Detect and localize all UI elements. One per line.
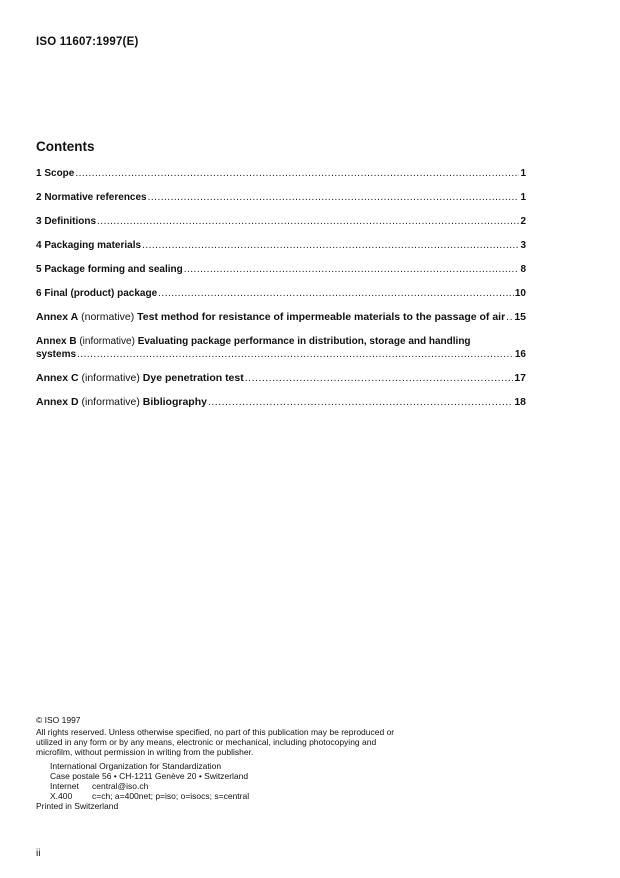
- org-name: International Organization for Standardization: [50, 761, 222, 771]
- dot-leader: [75, 167, 519, 180]
- toc-entry-page: 1: [520, 168, 526, 179]
- page-number: ii: [36, 848, 41, 859]
- toc-entry-label: 2 Normative references: [36, 192, 147, 203]
- annex-a-type: (normative): [81, 311, 135, 323]
- annex-c-label: Annex C: [36, 372, 79, 384]
- dot-leader: [148, 191, 520, 204]
- toc-entry-page: 1: [520, 192, 526, 203]
- copyright-notice: © ISO 1997: [36, 715, 81, 725]
- annex-b-label: Annex B: [36, 336, 77, 347]
- copyright-block: [36, 715, 396, 811]
- annex-b-title-line1: Evaluating package performance in distribution, storage and handling: [137, 336, 471, 347]
- dot-leader: [245, 372, 514, 385]
- toc-entry-page: 17: [514, 372, 526, 384]
- toc-entry-label: 1 Scope: [36, 168, 75, 179]
- toc-entry-scope[interactable]: [36, 167, 526, 180]
- toc-entry-page: 2: [520, 216, 526, 227]
- toc-entry-page: 8: [520, 264, 526, 275]
- toc-entry-final-package[interactable]: [36, 287, 526, 300]
- annex-b-title-line2: systems: [36, 349, 77, 360]
- toc-entry-annex-b[interactable]: [36, 335, 526, 361]
- internet-email: central@iso.ch: [92, 781, 149, 791]
- dot-leader: [208, 396, 513, 409]
- contents-title: Contents: [36, 139, 95, 154]
- toc-entry-annex-a[interactable]: [36, 311, 526, 324]
- dot-leader: [142, 239, 519, 252]
- document-code: ISO 11607:1997(E): [36, 36, 139, 48]
- toc-entry-annex-d[interactable]: [36, 396, 526, 409]
- dot-leader: [158, 287, 514, 300]
- toc-entry-label: 6 Final (product) package: [36, 288, 158, 299]
- toc-entry-normative-references[interactable]: [36, 191, 526, 204]
- dot-leader: [184, 263, 520, 276]
- annex-c-title: Dye penetration test: [142, 372, 244, 384]
- annex-a-title: Test method for resistance of impermeable materials to the passage of air: [137, 311, 506, 323]
- annex-a-label: Annex A: [36, 311, 79, 323]
- x400-address: c=ch; a=400net; p=iso; o=isocs; s=central: [92, 791, 250, 801]
- rights-statement: All rights reserved. Unless otherwise specified, no part of this publication may be reproduced or utilized in any form or by any means, electronic or mechanical, including photocopying and microfilm, without permission in writing from the publisher.: [36, 727, 395, 757]
- toc-entry-page: 16: [514, 349, 526, 360]
- toc-entry-page: 18: [514, 396, 526, 408]
- dot-leader: [506, 311, 513, 324]
- toc-entry-label: 4 Packaging materials: [36, 240, 142, 251]
- annex-d-label: Annex D: [36, 396, 79, 408]
- toc-entry-definitions[interactable]: [36, 215, 526, 228]
- dot-leader: [97, 215, 519, 228]
- publisher-address: [50, 761, 396, 801]
- annex-d-title: Bibliography: [142, 396, 207, 408]
- annex-d-type: (informative): [81, 396, 140, 408]
- toc-entry-page: 10: [514, 288, 526, 299]
- toc-entry-page: 15: [514, 311, 526, 323]
- annex-c-type: (informative): [81, 372, 140, 384]
- toc-entry-page: 3: [520, 240, 526, 251]
- table-of-contents: [36, 167, 526, 420]
- toc-entry-label: 5 Package forming and sealing: [36, 264, 183, 275]
- toc-entry-label: 3 Definitions: [36, 216, 97, 227]
- printed-in: Printed in Switzerland: [36, 801, 119, 811]
- annex-b-type: (informative): [79, 336, 135, 347]
- postal-address: Case postale 56 • CH-1211 Genève 20 • Switzerland: [50, 771, 249, 781]
- internet-label: Internet: [50, 781, 79, 791]
- toc-entry-packaging-materials[interactable]: [36, 239, 526, 252]
- x400-label: X.400: [50, 791, 73, 801]
- toc-entry-package-forming[interactable]: [36, 263, 526, 276]
- toc-entry-annex-c[interactable]: [36, 372, 526, 385]
- dot-leader: [77, 348, 514, 361]
